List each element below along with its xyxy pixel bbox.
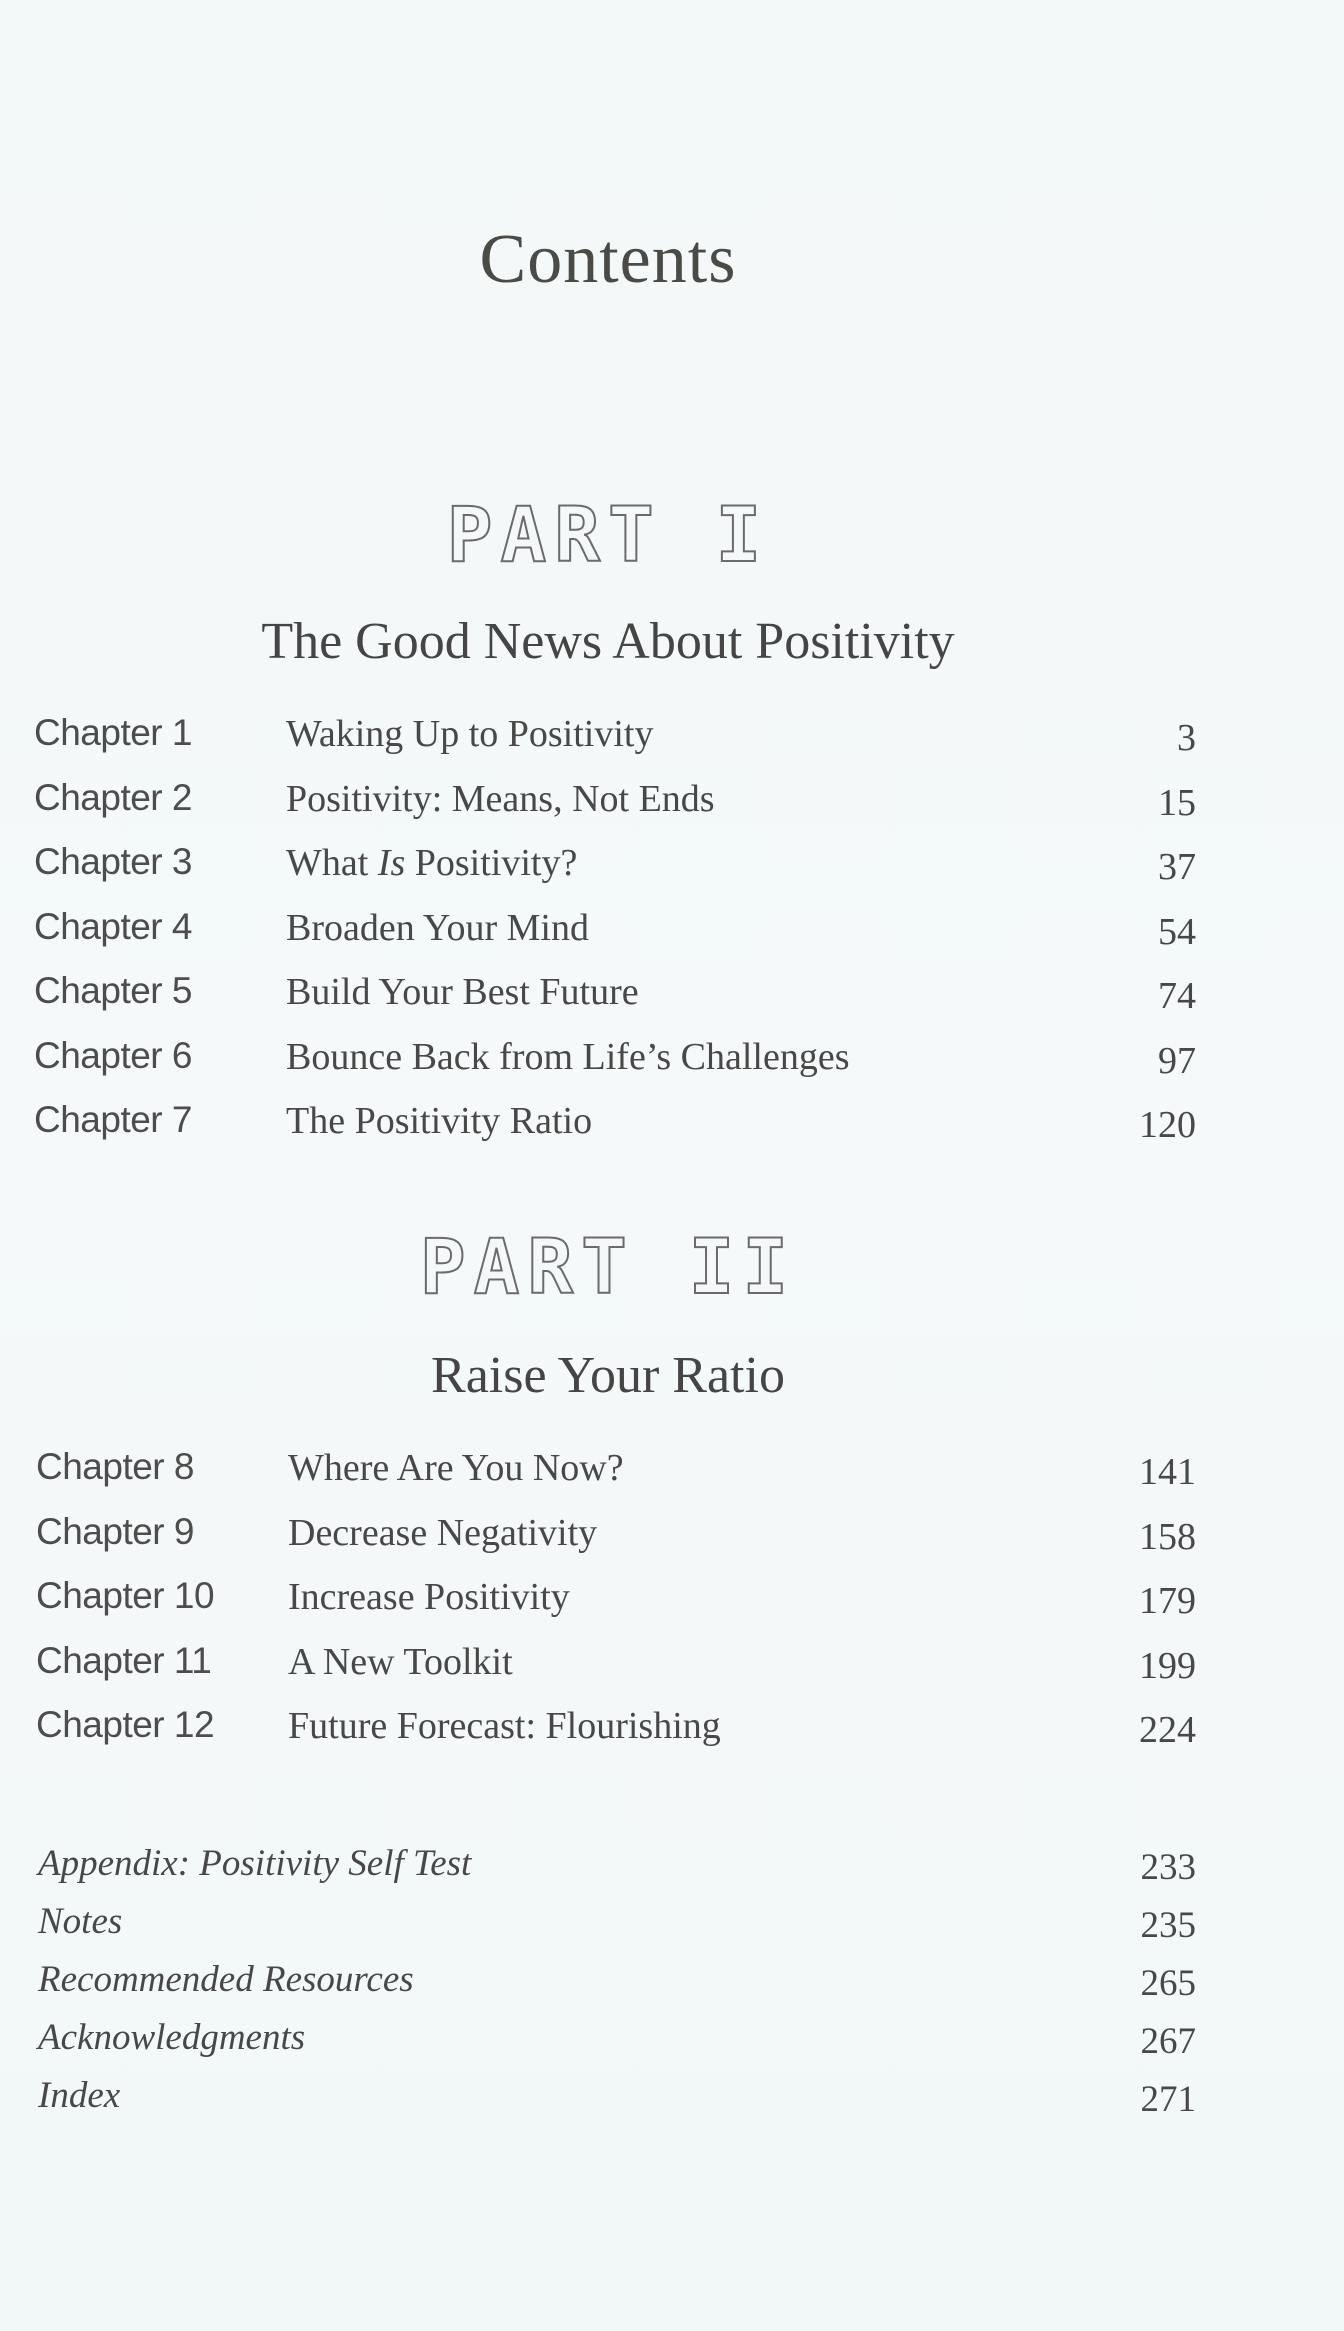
chapter-title: The Positivity Ratio bbox=[286, 1100, 593, 1142]
page-number: 267 bbox=[1140, 2021, 1196, 2062]
page-number: 141 bbox=[1139, 1451, 1196, 1493]
back-matter-list bbox=[38, 1842, 1196, 2132]
page-number: 224 bbox=[1139, 1709, 1196, 1751]
chapter-number: Chapter 6 bbox=[34, 1034, 192, 1076]
page-number: 235 bbox=[1140, 1905, 1196, 1946]
part-label-2: PART II bbox=[419, 1222, 797, 1311]
toc-entry[interactable] bbox=[34, 970, 1196, 1035]
back-matter-title: Recommended Resources bbox=[38, 1959, 414, 2000]
chapter-title: Build Your Best Future bbox=[286, 971, 639, 1013]
chapter-title: Waking Up to Positivity bbox=[286, 713, 654, 755]
chapter-title-emphasis: Is bbox=[377, 842, 406, 884]
chapter-title: Increase Positivity bbox=[288, 1576, 570, 1618]
back-matter-entry[interactable] bbox=[38, 1900, 1196, 1958]
page-number: 233 bbox=[1140, 1847, 1196, 1888]
toc-entry[interactable] bbox=[34, 906, 1196, 971]
page-number: 3 bbox=[1177, 717, 1196, 759]
chapter-number: Chapter 3 bbox=[34, 841, 192, 882]
toc-entry[interactable] bbox=[34, 1575, 1196, 1640]
page-number: 179 bbox=[1139, 1580, 1196, 1622]
back-matter-entry[interactable] bbox=[38, 2016, 1196, 2074]
part-label-1: PART I bbox=[446, 490, 770, 579]
chapter-title: Positivity: Means, Not Ends bbox=[286, 777, 715, 820]
chapter-number: Chapter 1 bbox=[34, 712, 192, 753]
chapter-number: Chapter 2 bbox=[34, 776, 192, 818]
chapter-title: Decrease Negativity bbox=[288, 1511, 598, 1554]
back-matter-entry[interactable] bbox=[38, 1842, 1196, 1900]
page-number: 271 bbox=[1140, 2079, 1196, 2120]
chapter-title bbox=[286, 841, 577, 885]
page-number: 37 bbox=[1158, 846, 1196, 888]
chapter-number: Chapter 4 bbox=[34, 905, 192, 947]
page-number: 74 bbox=[1158, 975, 1196, 1017]
chapter-number: Chapter 11 bbox=[36, 1639, 212, 1681]
back-matter-title: Acknowledgments bbox=[38, 2017, 306, 2058]
chapter-title: Broaden Your Mind bbox=[286, 906, 589, 949]
chapter-title: Bounce Back from Life’s Challenges bbox=[286, 1035, 850, 1078]
page-number: 54 bbox=[1158, 910, 1196, 953]
page-number: 158 bbox=[1139, 1515, 1196, 1558]
toc-entry[interactable] bbox=[34, 777, 1196, 842]
toc-entry[interactable] bbox=[34, 1640, 1196, 1705]
page-title: Contents bbox=[479, 221, 737, 298]
back-matter-title: Notes bbox=[38, 1901, 123, 1942]
toc-entry[interactable] bbox=[34, 1446, 1196, 1511]
back-matter-title: Appendix: Positivity Self Test bbox=[38, 1843, 472, 1884]
back-matter-entry[interactable] bbox=[38, 2074, 1196, 2132]
chapter-number: Chapter 7 bbox=[34, 1099, 192, 1140]
part-title-1: The Good News About Positivity bbox=[261, 613, 955, 670]
toc-entry[interactable] bbox=[34, 841, 1196, 906]
chapter-number: Chapter 8 bbox=[36, 1446, 194, 1487]
chapter-title: A New Toolkit bbox=[288, 1640, 513, 1683]
page-number: 199 bbox=[1139, 1644, 1196, 1687]
page-number: 120 bbox=[1139, 1104, 1196, 1146]
back-matter-title: Index bbox=[38, 2075, 121, 2116]
toc-entry[interactable] bbox=[34, 1035, 1196, 1100]
toc-list-part-1 bbox=[34, 712, 1196, 1164]
part-title-2: Raise Your Ratio bbox=[431, 1347, 785, 1404]
toc-entry[interactable] bbox=[34, 712, 1196, 777]
toc-list-part-2 bbox=[34, 1446, 1196, 1769]
chapter-number: Chapter 12 bbox=[36, 1704, 215, 1745]
page-number: 97 bbox=[1158, 1039, 1196, 1082]
chapter-number: Chapter 10 bbox=[36, 1575, 215, 1616]
chapter-title: Where Are You Now? bbox=[288, 1447, 624, 1489]
toc-entry[interactable] bbox=[34, 1704, 1196, 1769]
toc-entry[interactable] bbox=[34, 1511, 1196, 1576]
page-number: 15 bbox=[1158, 781, 1196, 824]
toc-entry[interactable] bbox=[34, 1099, 1196, 1164]
back-matter-entry[interactable] bbox=[38, 1958, 1196, 2016]
chapter-title: Future Forecast: Flourishing bbox=[288, 1705, 721, 1747]
chapter-number: Chapter 5 bbox=[34, 970, 192, 1011]
chapter-title-start: What bbox=[286, 842, 378, 884]
chapter-title-end: Positivity? bbox=[405, 842, 578, 884]
page-number: 265 bbox=[1140, 1963, 1196, 2004]
chapter-number: Chapter 9 bbox=[36, 1510, 194, 1552]
